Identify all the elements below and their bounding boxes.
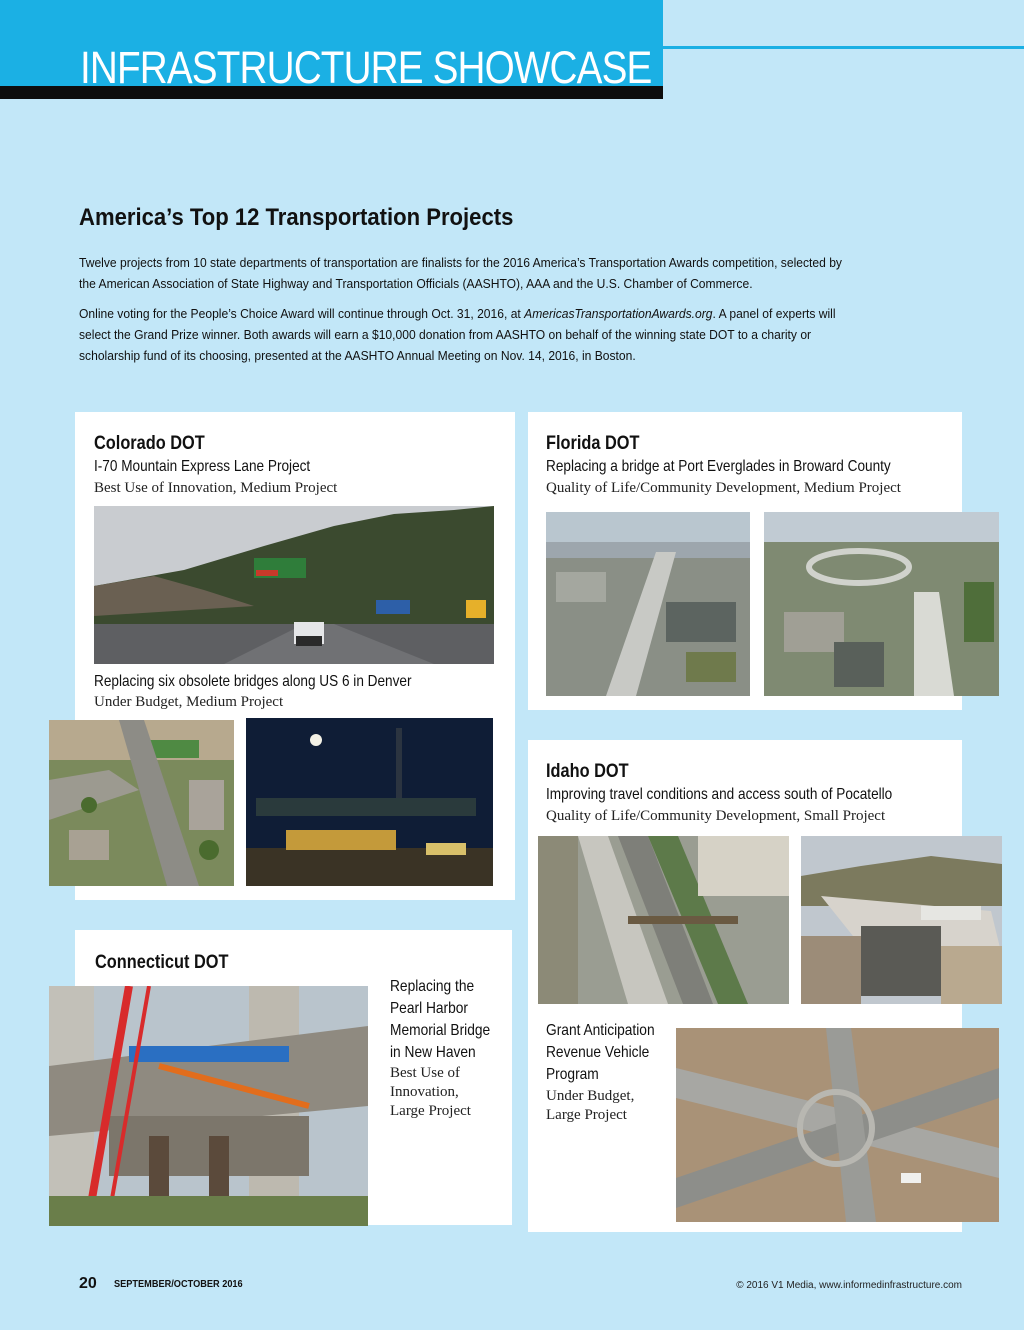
colorado-project-1-title: I-70 Mountain Express Lane Project bbox=[94, 458, 311, 475]
colorado-agency-name: Colorado DOT bbox=[94, 433, 205, 454]
intro-paragraph-2 bbox=[79, 303, 851, 366]
idaho-bridge-photo bbox=[801, 836, 1002, 1004]
intro-paragraph-1: Twelve projects from 10 state departments of transportation are finalists for the 2016 America’s Transportation Awards competition, selected by the American Association of State Highway and Transportation Officials (AASHTO), AAA and the U.S. Chamber of Commerce. bbox=[79, 255, 842, 291]
idaho-project-1-title: Improving travel conditions and access south of Pocatello bbox=[546, 786, 893, 803]
idaho-interchange-photo bbox=[676, 1028, 999, 1222]
florida-agency-name: Florida DOT bbox=[546, 433, 640, 454]
issue-date: SEPTEMBER/OCTOBER 2016 bbox=[114, 1279, 243, 1290]
connecticut-category-line: Innovation, bbox=[390, 1084, 459, 1100]
colorado-project-1-category: Best Use of Innovation, Medium Project bbox=[94, 480, 338, 496]
connecticut-agency-name: Connecticut DOT bbox=[95, 952, 229, 973]
idaho-pocatello-aerial-photo bbox=[538, 836, 789, 1004]
idaho-project-1-category: Quality of Life/Community Development, Small Project bbox=[546, 808, 886, 824]
colorado-us6-night-photo bbox=[246, 718, 493, 886]
connecticut-category-line: Best Use of bbox=[390, 1065, 460, 1081]
connecticut-project-category bbox=[390, 1064, 471, 1121]
awards-website-link[interactable]: AmericasTransportationAwards.org bbox=[524, 306, 713, 321]
colorado-project-2-category: Under Budget, Medium Project bbox=[94, 694, 284, 710]
florida-project-category: Quality of Life/Community Development, Medium Project bbox=[546, 480, 901, 496]
article-title: America’s Top 12 Transportation Projects bbox=[79, 204, 514, 231]
colorado-project-2-title: Replacing six obsolete bridges along US 6 in Denver bbox=[94, 673, 412, 690]
florida-port-aerial-photo-1 bbox=[546, 512, 750, 696]
copyright-notice: © 2016 V1 Media, www.informedinfrastructure.com bbox=[736, 1280, 962, 1291]
connecticut-project-title bbox=[390, 976, 490, 1064]
connecticut-category-line: Large Project bbox=[390, 1103, 471, 1119]
idaho-agency-name: Idaho DOT bbox=[546, 761, 629, 782]
intro-text-before: Online voting for the People’s Choice Award will continue through Oct. 31, 2016, at bbox=[79, 306, 525, 321]
header-rule bbox=[663, 46, 1024, 49]
section-title: INFRASTRUCTURE SHOWCASE bbox=[80, 42, 652, 93]
intro-text-after: . A panel of experts will select the Grand Prize winner. Both awards will earn a $10,000 donation from AASHTO on behalf of the winning state DOT to a charity or scholarship fund of its choosing, presented at the AASHTO Annual Meeting on Nov. 14, 2016, in Boston. bbox=[79, 306, 836, 363]
connecticut-project-line: Memorial Bridge bbox=[390, 1022, 491, 1039]
idaho-project-2-category bbox=[546, 1087, 634, 1125]
idaho-project-2-line: Program bbox=[546, 1066, 599, 1083]
page-number: 20 bbox=[79, 1275, 97, 1292]
colorado-express-lane-photo bbox=[94, 506, 494, 664]
connecticut-project-line: Replacing the bbox=[390, 978, 475, 995]
idaho-project-2-line: Revenue Vehicle bbox=[546, 1044, 650, 1061]
connecticut-bridge-construction-photo bbox=[49, 986, 368, 1226]
connecticut-project-line: Pearl Harbor bbox=[390, 1000, 469, 1017]
colorado-us6-aerial-photo bbox=[49, 720, 234, 886]
idaho-project-2-category-line: Large Project bbox=[546, 1107, 627, 1123]
idaho-project-2-line: Grant Anticipation bbox=[546, 1022, 655, 1039]
idaho-project-2-title bbox=[546, 1020, 655, 1086]
florida-project-title: Replacing a bridge at Port Everglades in Broward County bbox=[546, 458, 891, 475]
connecticut-project-line: in New Haven bbox=[390, 1044, 476, 1061]
florida-port-aerial-photo-2 bbox=[764, 512, 999, 696]
idaho-project-2-category-line: Under Budget, bbox=[546, 1088, 635, 1104]
